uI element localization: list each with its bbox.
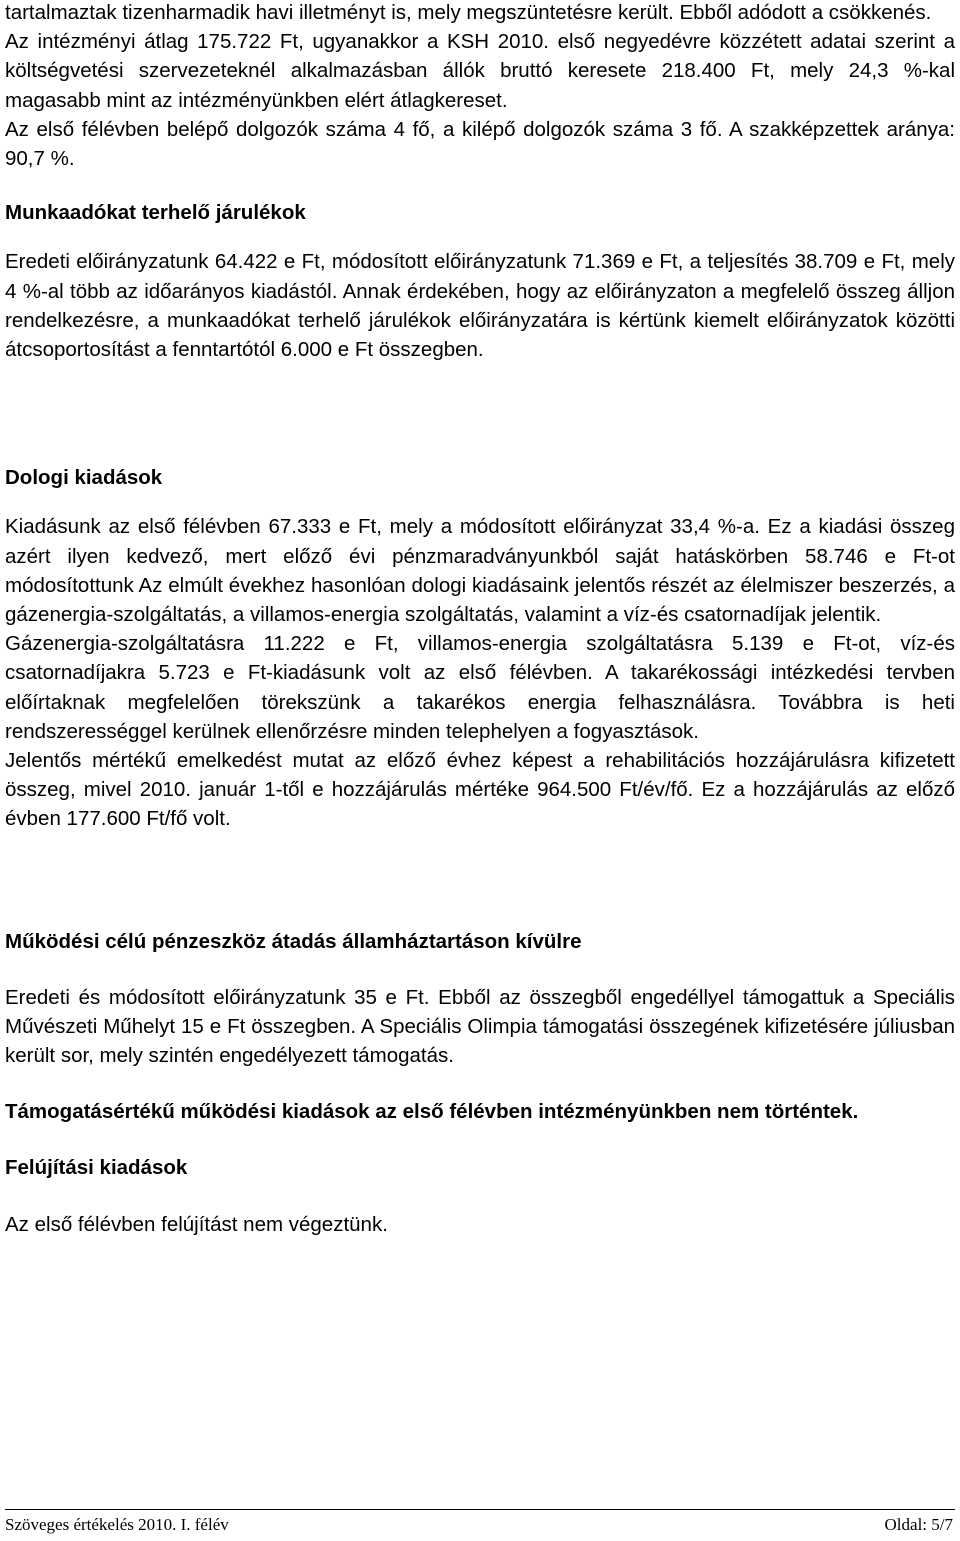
section-heading-felujitasi: Felújítási kiadások (5, 1155, 188, 1179)
document-body (5, 0, 955, 1239)
intro-paragraph-3: Az első félévben belépő dolgozók száma 4 fő, a kilépő dolgozók száma 3 fő. A szakképzettek aránya: 90,7 %. (5, 117, 955, 171)
felujitasi-paragraph: Az első félévben felújítást nem végeztünk. (5, 1212, 388, 1236)
dologi-paragraph-3: Jelentős mértékű emelkedést mutat az előző évhez képest a rehabilitációs hozzájárulásra kifizetett összeg, mivel 2010. január 1-től e hozzájárulás mértéke 964.500 Ft/év/fő. Ez a hozzájárulás az előző évben 177.600 Ft/fő volt. (5, 749, 955, 831)
section-heading-tamogatas: Támogatásértékű működési kiadások az első félévben intézményünkben nem történtek. (5, 1100, 859, 1124)
section-heading-mukodesi: Működési célú pénzeszköz átadás államháztartáson kívülre (5, 929, 582, 953)
dologi-paragraph-2: Gázenergia-szolgáltatásra 11.222 e Ft, villamos-energia szolgáltatásra 5.139 e Ft-ot, víz-és csatornadíjakra 5.723 e Ft-kiadásunk volt az első félévben. A takarékossági intézkedési tervben előírtaknak megfelelően törekszünk a takarékos energia felhasználásra. Továbbra is heti rendszerességgel kerülnek ellenőrzésre minden telephelyen a fogyasztások. (5, 632, 955, 743)
intro-paragraph-2: Az intézményi átlag 175.722 Ft, ugyanakkor a KSH 2010. első negyedévre közzétett adatai szerint a költségvetési szervezeteknél alkalmazásban állók bruttó keresete 218.400 Ft, mely 24,3 %-kal magasabb mint az intézményünkben elért átlagkereset. (5, 30, 955, 112)
dologi-paragraph-1: Kiadásunk az első félévben 67.333 e Ft, mely a módosított előirányzat 33,4 %-a. Ez a kiadási összeg azért ilyen kedvező, mert előző évi pénzmaradványunkból saját hatáskörben 58.746 e Ft-ot módosítottunk Az elmúlt évekhez hasonlóan dologi kiadásaink jelentős részét az élelmiszer beszerzés, a gázenergia-szolgáltatás, a villamos-energia szolgáltatás, valamint a víz-és csatornadíjak jelentik. (5, 515, 955, 627)
mukodesi-paragraph: Eredeti és módosított előirányzatunk 35 e Ft. Ebből az összegből engedéllyel támogattuk a Speciális Művészeti Műhelyt 15 e Ft összegben. A Speciális Olimpia támogatási összegének kifizetésére júliusban került sor, mely szintén engedélyezett támogatás. (5, 985, 955, 1068)
footer-divider (5, 1509, 955, 1510)
intro-paragraph-1: tartalmaztak tizenharmadik havi illetményt is, mely megszüntetésre került. Ebből adódott a csökkenés. (5, 1, 932, 24)
section-heading-dologi: Dologi kiadások (5, 466, 163, 490)
footer-page-number: Oldal: 5/7 (884, 1515, 953, 1534)
footer-document-title: Szöveges értékelés 2010. I. félév (5, 1515, 229, 1534)
section-heading-munkaadok: Munkaadókat terhelő járulékok (5, 201, 306, 225)
munkaadok-paragraph: Eredeti előirányzatunk 64.422 e Ft, módosított előirányzatunk 71.369 e Ft, a teljesítés 38.709 e Ft, mely 4 %-al több az időarányos kiadástól. Annak érdekében, hogy az előirányzaton a megfelelő összeg álljon rendelkezésre, a munkaadókat terhelő járulékok előirányzatára is kértünk kiemelt előirányzatok közötti átcsoportosítást a fenntartótól 6.000 e Ft összegben. (5, 250, 955, 362)
